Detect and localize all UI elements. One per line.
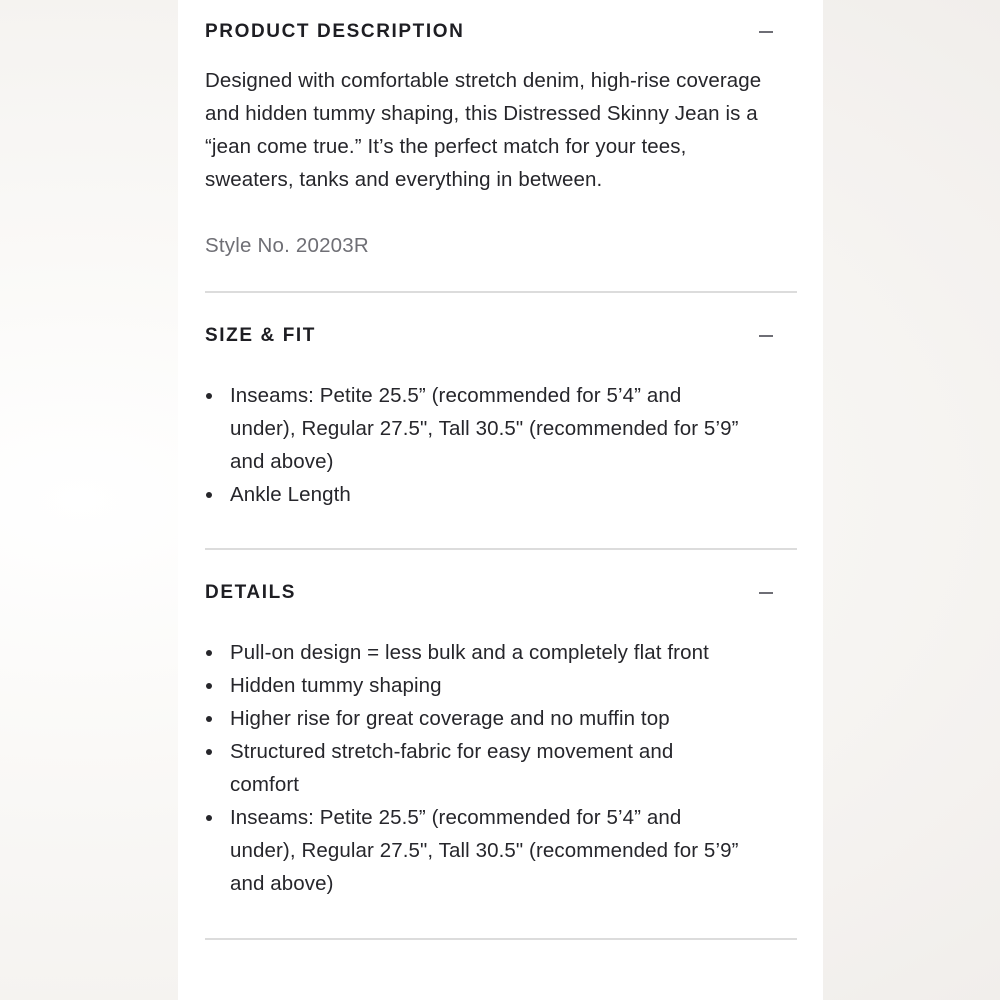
list-item <box>205 636 745 669</box>
bullet-icon <box>206 492 212 498</box>
list-item <box>205 735 745 801</box>
size-fit-header[interactable] <box>205 304 797 368</box>
product-description-header[interactable] <box>205 0 797 64</box>
size-fit-section <box>205 293 797 550</box>
size-fit-title: SIZE & FIT <box>205 325 316 346</box>
list-item <box>205 801 745 900</box>
details-header[interactable] <box>205 561 797 625</box>
style-number: Style No. 20203R <box>205 234 369 257</box>
list-item <box>205 669 745 702</box>
product-description-section <box>205 0 797 293</box>
list-item-text: Ankle Length <box>230 483 351 506</box>
collapse-minus-icon[interactable] <box>759 335 773 337</box>
list-item-text: Hidden tummy shaping <box>230 674 442 697</box>
bullet-icon <box>206 393 212 399</box>
product-description-title: PRODUCT DESCRIPTION <box>205 21 465 42</box>
list-item-text: Higher rise for great coverage and no muffin top <box>230 707 670 730</box>
bullet-icon <box>206 815 212 821</box>
details-section <box>205 550 797 940</box>
list-item-text: Inseams: Petite 25.5” (recommended for 5’4” and under), Regular 27.5", Tall 30.5" (recommended for 5’9” and above) <box>230 806 739 895</box>
list-item-text: Structured stretch-fabric for easy movement and comfort <box>230 740 674 796</box>
collapse-minus-icon[interactable] <box>759 31 773 33</box>
product-description-text: Designed with comfortable stretch denim, high-rise coverage and hidden tummy shaping, this Distressed Skinny Jean is a “jean come true.” It’s the perfect match for your tees, sweaters, tanks and everything in between. <box>205 69 762 191</box>
bullet-icon <box>206 650 212 656</box>
bullet-icon <box>206 683 212 689</box>
bullet-icon <box>206 749 212 755</box>
list-item-text: Inseams: Petite 25.5” (recommended for 5’4” and under), Regular 27.5", Tall 30.5" (recommended for 5’9” and above) <box>230 384 739 473</box>
list-item-text: Pull-on design = less bulk and a completely flat front <box>230 641 709 664</box>
details-title: DETAILS <box>205 582 297 603</box>
list-item <box>205 478 745 511</box>
bullet-icon <box>206 716 212 722</box>
size-fit-list <box>205 379 745 511</box>
list-item <box>205 379 745 478</box>
section-divider <box>205 938 797 940</box>
collapse-minus-icon[interactable] <box>759 592 773 594</box>
list-item <box>205 702 745 735</box>
details-list <box>205 636 745 900</box>
product-info-panel <box>178 0 823 1000</box>
